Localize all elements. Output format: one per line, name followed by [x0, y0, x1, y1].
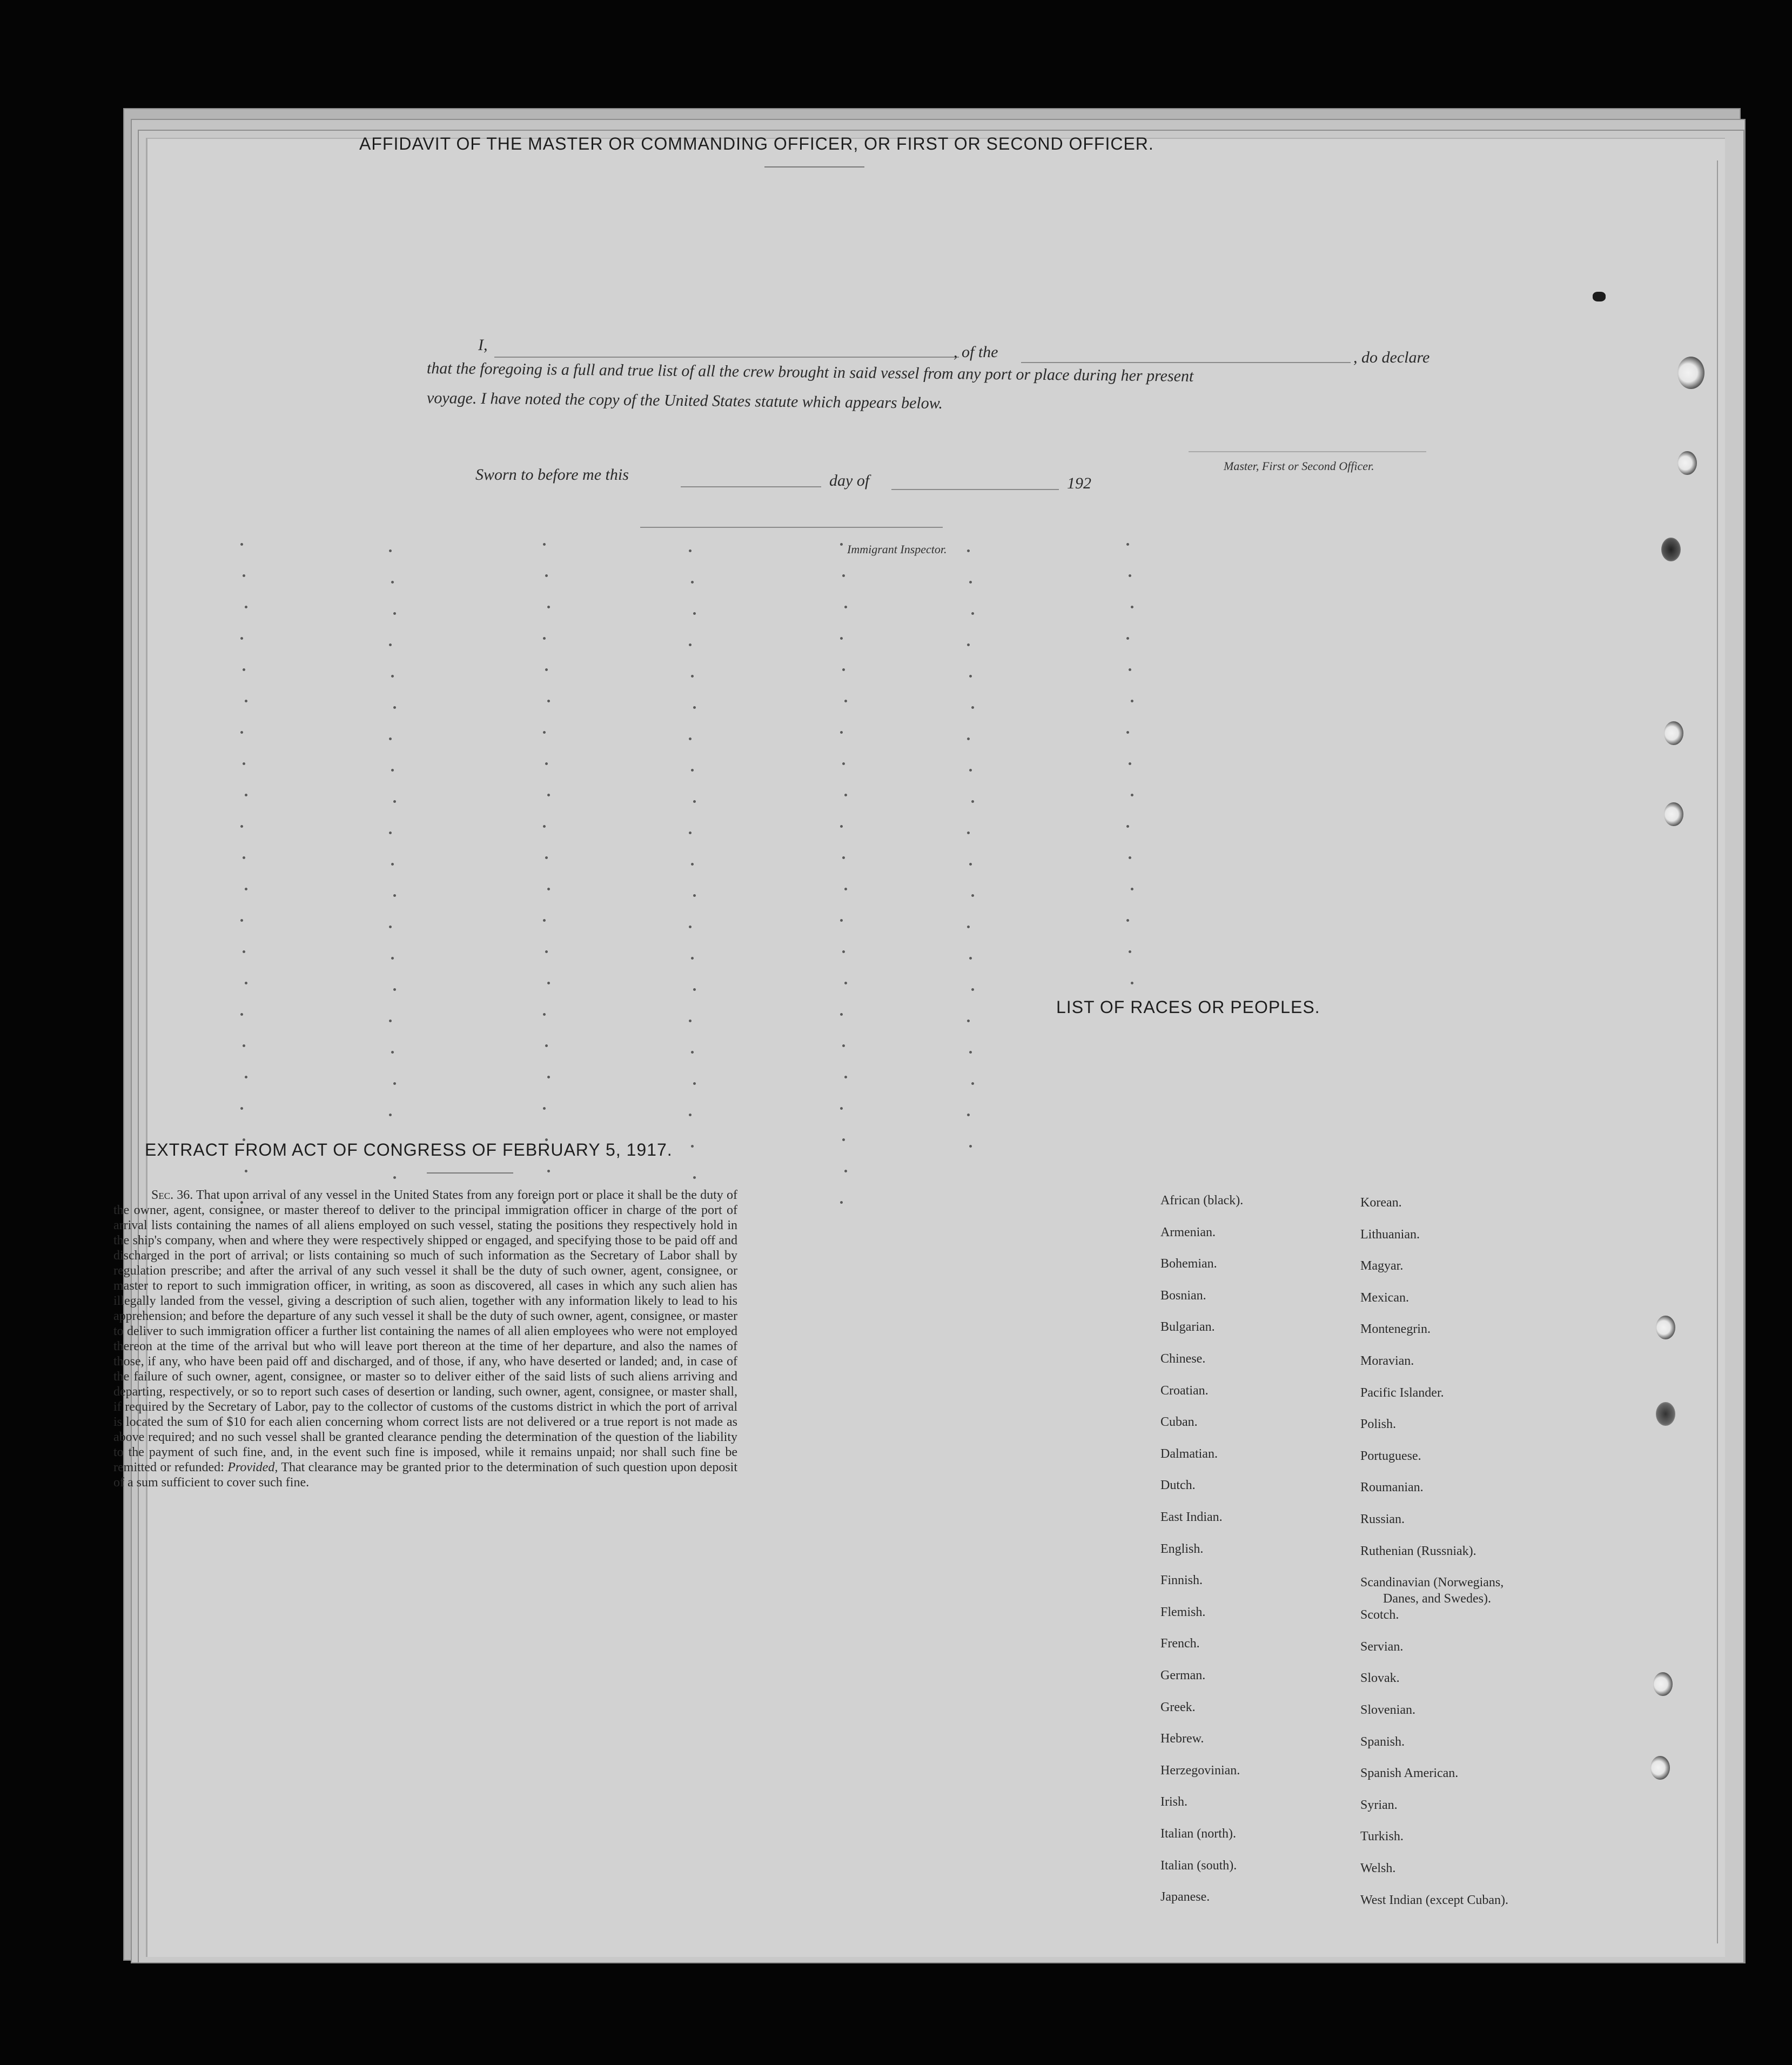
declare-label: , do declare [1353, 348, 1430, 366]
extract-title: EXTRACT FROM ACT OF CONGRESS OF FEBRUARY 5, 1917. [145, 1140, 673, 1159]
guide-dot [1126, 731, 1129, 734]
guide-dot [240, 919, 243, 922]
guide-dot [840, 1201, 843, 1204]
guide-dot [547, 700, 550, 702]
race-item: Scandinavian (Norwegians, [1360, 1575, 1504, 1590]
guide-dot [245, 982, 247, 984]
race-item: East Indian. [1160, 1510, 1223, 1524]
guide-dot [245, 794, 247, 796]
guide-dot [543, 731, 546, 734]
race-item: Japanese. [1160, 1890, 1210, 1905]
race-item: Dutch. [1160, 1478, 1196, 1493]
race-item: Herzegovinian. [1160, 1763, 1240, 1778]
guide-dot [1126, 543, 1129, 546]
day-of-label: day of [829, 472, 870, 490]
guide-dot [689, 643, 692, 646]
race-item: English. [1160, 1541, 1204, 1556]
guide-dot [969, 581, 972, 584]
guide-dot [1126, 825, 1129, 828]
guide-dot [547, 888, 550, 890]
guide-dot [240, 731, 243, 734]
races-title: LIST OF RACES OR PEOPLES. [1056, 997, 1320, 1017]
race-item: Welsh. [1360, 1861, 1396, 1875]
guide-dot [547, 982, 550, 984]
guide-dot [844, 606, 847, 608]
guide-dot [691, 769, 694, 772]
guide-dot [693, 706, 696, 709]
guide-dot [691, 957, 694, 960]
guide-dot [393, 706, 396, 709]
affidavit-line-3: voyage. I have noted the copy of the United States statute which appears below. [426, 389, 943, 413]
statute-text [113, 1188, 737, 1490]
section-label: Sec. 36. [151, 1188, 193, 1202]
guide-dot [840, 1107, 843, 1110]
race-item: French. [1160, 1637, 1200, 1651]
race-item: Italian (south). [1160, 1858, 1237, 1873]
guide-dot [693, 800, 696, 803]
guide-dot [844, 982, 847, 984]
guide-dot [689, 926, 692, 928]
guide-dot [1131, 606, 1133, 608]
race-item: Greek. [1160, 1700, 1196, 1714]
master-signature-line [1189, 451, 1426, 452]
guide-dot [389, 832, 392, 834]
guide-dot [243, 668, 245, 671]
race-item: Bosnian. [1160, 1288, 1206, 1303]
guide-dot [389, 1020, 392, 1022]
guide-dot [971, 800, 974, 803]
race-item: West Indian (except Cuban). [1360, 1893, 1508, 1907]
guide-dot [844, 794, 847, 796]
guide-dot [545, 668, 548, 671]
guide-dot [969, 675, 972, 678]
guide-dot [240, 637, 243, 640]
guide-dot [689, 1020, 692, 1022]
race-item: Flemish. [1160, 1605, 1206, 1619]
race-item: Moravian. [1360, 1354, 1414, 1368]
punch-hole [1664, 802, 1683, 826]
guide-dot [840, 825, 843, 828]
guide-dot [842, 1044, 845, 1047]
guide-dot [691, 581, 694, 584]
guide-dot [1131, 888, 1133, 890]
guide-dot [389, 738, 392, 740]
statute-body-end: That clearance may be granted prior to the determination of such question upon deposit of a sum sufficient to cover such fine. [113, 1460, 738, 1490]
guide-dot [1129, 574, 1131, 577]
guide-dot [1129, 668, 1131, 671]
race-item: Hebrew. [1160, 1732, 1204, 1746]
guide-dot [842, 856, 845, 859]
guide-dot [543, 543, 546, 546]
guide-dot [1129, 950, 1131, 953]
guide-dot [393, 894, 396, 897]
guide-dot [391, 957, 394, 960]
guide-dot [393, 612, 396, 615]
race-item: Chinese. [1160, 1352, 1206, 1366]
guide-dot [840, 1013, 843, 1016]
guide-dot [689, 1114, 692, 1116]
guide-dot [391, 863, 394, 866]
race-item: Syrian. [1360, 1798, 1398, 1812]
guide-dot [547, 1170, 550, 1172]
guide-dot [689, 832, 692, 834]
guide-dot [842, 668, 845, 671]
guide-dot [240, 543, 243, 546]
guide-dot [543, 825, 546, 828]
guide-dot [844, 1170, 847, 1172]
race-item: Bulgarian. [1160, 1320, 1215, 1335]
inspector-signature-label: Immigrant Inspector. [847, 542, 947, 556]
guide-dot [842, 574, 845, 577]
race-item: Irish. [1160, 1795, 1187, 1809]
guide-dot [543, 637, 546, 640]
punch-hole [1677, 451, 1697, 475]
guide-dot [545, 1044, 548, 1047]
guide-dot [389, 926, 392, 928]
race-item: Ruthenian (Russniak). [1360, 1544, 1476, 1558]
race-item: Armenian. [1160, 1225, 1216, 1239]
guide-dot [842, 762, 845, 765]
guide-dot [240, 1013, 243, 1016]
race-item: German. [1160, 1668, 1206, 1682]
guide-dot [967, 643, 970, 646]
race-item: Pacific Islander. [1360, 1385, 1444, 1400]
guide-dot [693, 1176, 696, 1179]
guide-dot [969, 863, 972, 866]
race-item: Cuban. [1160, 1415, 1198, 1430]
guide-dot [840, 637, 843, 640]
day-blank [681, 486, 821, 487]
guide-dot [971, 894, 974, 897]
guide-dot [967, 1020, 970, 1022]
guide-dot [693, 612, 696, 615]
name-blank [494, 357, 959, 358]
master-signature-label: Master, First or Second Officer. [1224, 459, 1374, 473]
guide-dot [245, 700, 247, 702]
of-the-label: , of the [954, 343, 998, 361]
race-item: Italian (north). [1160, 1827, 1236, 1841]
guide-dot [967, 549, 970, 552]
race-item: Spanish American. [1360, 1766, 1459, 1781]
race-item: Danes, and Swedes). [1383, 1592, 1491, 1606]
punch-hole [1664, 721, 1683, 745]
race-item: Magyar. [1360, 1259, 1404, 1273]
race-item: Portuguese. [1360, 1449, 1421, 1463]
guide-dot [245, 1170, 247, 1172]
year-label: 192 [1067, 474, 1091, 492]
guide-dot [240, 825, 243, 828]
punch-hole [1650, 1756, 1670, 1780]
race-item: Lithuanian. [1360, 1227, 1420, 1242]
guide-dot [545, 950, 548, 953]
race-item: Polish. [1360, 1417, 1397, 1432]
guide-dot [840, 731, 843, 734]
affidavit-title: AFFIDAVIT OF THE MASTER OR COMMANDING OFFICER, OR FIRST OR SECOND OFFICER. [359, 134, 1154, 153]
race-item: Scotch. [1360, 1608, 1399, 1622]
guide-dot [967, 1114, 970, 1116]
guide-dot [967, 926, 970, 928]
guide-dot [842, 950, 845, 953]
guide-dot [245, 606, 247, 608]
guide-dot [840, 919, 843, 922]
punch-hole [1656, 1316, 1675, 1339]
affidavit-i-label: I, [478, 336, 488, 354]
guide-dot [1129, 856, 1131, 859]
punch-hole [1661, 538, 1681, 561]
month-blank [891, 489, 1059, 490]
affidavit-line-2: that the foregoing is a full and true list of all the crew brought in said vessel from any port or place during her present [426, 359, 1194, 385]
guide-dot [693, 1082, 696, 1085]
guide-dot [969, 1051, 972, 1054]
race-item: Spanish. [1360, 1734, 1405, 1749]
guide-dot [693, 894, 696, 897]
race-item: Montenegrin. [1360, 1322, 1431, 1337]
guide-dot [389, 1114, 392, 1116]
guide-dot [391, 1051, 394, 1054]
guide-dot [243, 950, 245, 953]
guide-dot [971, 988, 974, 991]
guide-dot [547, 794, 550, 796]
guide-dot [545, 856, 548, 859]
guide-dot [243, 762, 245, 765]
race-item: Bohemian. [1160, 1257, 1217, 1271]
guide-dot [391, 581, 394, 584]
guide-dot [967, 738, 970, 740]
guide-dot [971, 612, 974, 615]
guide-dot [545, 762, 548, 765]
inspector-signature-line [640, 527, 943, 528]
statute-body: That upon arrival of any vessel in the United States from any foreign port or place it shall be the duty of the owner, agent, consignee, or master thereof to deliver to the principal immigration officer in charge of the port of arrival lists containing the names of all aliens employed on such vessel, stating the positions they respectively hold in the ship's company, when and where they were respectively shipped or engaged, and specifying those to be paid off and discharged in the port of arrival; or lists containing so much of such information as the Secretary of Labor shall by regulation prescribe; and after the arrival of any such vessel it shall be the duty of such owner, agent, consignee, or master to report to such immigration officer, in writing, as soon as discovered, all cases in which any such alien has illegally landed from the vessel, giving a description of such alien, together with any information likely to lead to his apprehension; and before the departure of any such vessel it shall be the duty of such owner, agent, consignee, or master to deliver to such immigration officer a further list containing the names of all alien employees who were not employed thereon at the time of the arrival but who will leave port thereon at the time of her departure, and also the names of those, if any, who have been paid off and discharged, and of those, if any, who have deserted or landed; and, in case of the failure of such owner, agent, consignee, or master so to deliver either of the said lists of such aliens arriving and departing, respectively, or so to report such cases of desertion or landing, such owner, agent, consignee, or master shall, if required by the Secretary of Labor, pay to the collector of customs of the customs district in which the port of arrival is located the sum of $10 for each alien concerning whom correct lists are not delivered or a true report is not made as above required; and no such vessel shall be granted clearance pending the determination of the question of the liability to the payment of such fine, and, in the event such fine is imposed, while it remains unpaid; nor shall such fine be remitted or refunded: [113, 1188, 737, 1474]
race-item: Russian. [1360, 1512, 1405, 1526]
guide-dot [1126, 919, 1129, 922]
guide-dot [243, 856, 245, 859]
race-item: Dalmatian. [1160, 1446, 1218, 1461]
guide-dot [245, 888, 247, 890]
guide-dot [691, 863, 694, 866]
guide-dot [393, 1176, 396, 1179]
guide-dot [243, 1044, 245, 1047]
guide-dot [547, 1076, 550, 1078]
guide-dot [545, 574, 548, 577]
guide-dot [240, 1107, 243, 1110]
guide-dot [393, 988, 396, 991]
guide-dot [691, 1051, 694, 1054]
guide-dot [971, 706, 974, 709]
punch-hole [1656, 1402, 1675, 1426]
guide-dot [543, 919, 546, 922]
punch-hole [1677, 357, 1704, 389]
ink-blot [1593, 292, 1606, 301]
race-item: Servian. [1360, 1639, 1404, 1654]
race-item: Slovak. [1360, 1671, 1400, 1686]
guide-dot [389, 549, 392, 552]
guide-dot [389, 643, 392, 646]
race-item: Turkish. [1360, 1829, 1404, 1844]
race-item: African (black). [1160, 1194, 1244, 1208]
guide-dot [691, 675, 694, 678]
guide-dot [1131, 700, 1133, 702]
title-rule [764, 166, 864, 167]
guide-dot [393, 800, 396, 803]
guide-dot [840, 543, 843, 546]
guide-dot [969, 769, 972, 772]
race-item: Finnish. [1160, 1573, 1203, 1588]
race-item: Slovenian. [1360, 1703, 1415, 1717]
guide-dot [971, 1082, 974, 1085]
guide-dot [689, 738, 692, 740]
race-item: Mexican. [1360, 1290, 1409, 1305]
guide-dot [844, 888, 847, 890]
guide-dot [543, 1013, 546, 1016]
guide-dot [393, 1082, 396, 1085]
guide-dot [543, 1107, 546, 1110]
guide-dot [969, 1145, 972, 1148]
guide-dot [243, 574, 245, 577]
guide-dot [967, 832, 970, 834]
guide-dot [245, 1076, 247, 1078]
vessel-blank [1021, 362, 1351, 363]
guide-dot [844, 1076, 847, 1078]
page-edge [1717, 160, 1718, 1943]
guide-dot [844, 700, 847, 702]
guide-dot [689, 549, 692, 552]
guide-dot [842, 1138, 845, 1141]
race-item: Korean. [1360, 1196, 1402, 1210]
sworn-label: Sworn to before me this [475, 466, 629, 484]
guide-dot [693, 988, 696, 991]
guide-dot [691, 1145, 694, 1148]
guide-dot [391, 769, 394, 772]
punch-hole [1653, 1672, 1673, 1696]
guide-dot [969, 957, 972, 960]
guide-dot [1131, 982, 1133, 984]
guide-dot [547, 606, 550, 608]
race-item: Roumanian. [1360, 1480, 1424, 1495]
guide-dot [1129, 762, 1131, 765]
guide-dot [1126, 637, 1129, 640]
title-rule [427, 1172, 513, 1174]
guide-dot [391, 675, 394, 678]
race-item: Croatian. [1160, 1383, 1209, 1398]
guide-dot [1131, 794, 1133, 796]
provided-label: Provided, [227, 1460, 278, 1474]
